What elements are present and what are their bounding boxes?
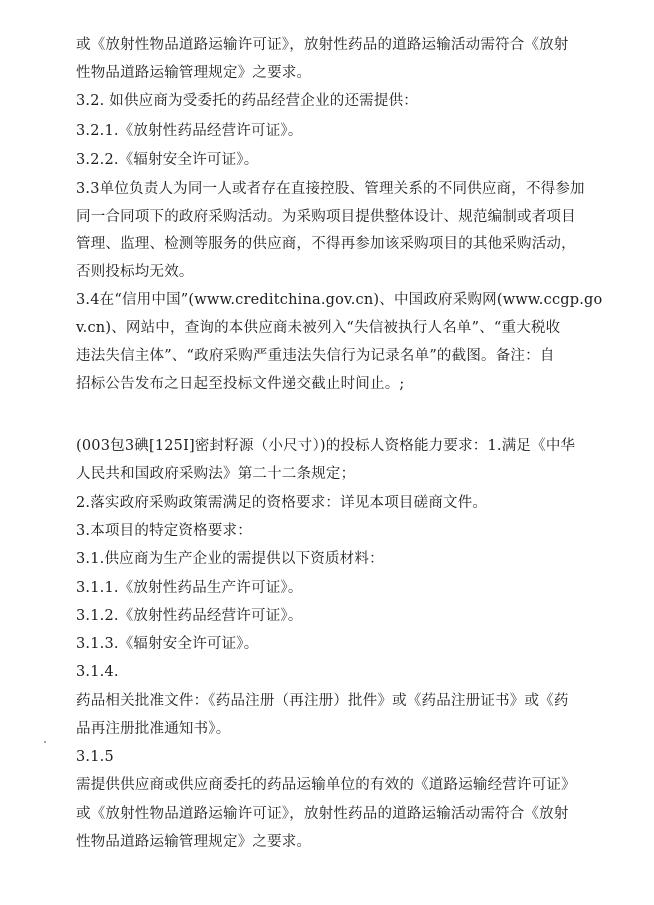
- text-line: 2.落实政府采购政策需满足的资格要求：详见本项目磋商文件。: [76, 495, 488, 511]
- text-line: (003包3碘[125I]密封籽源（小尺寸）)的投标人资格能力要求：1.满足《中华: [76, 438, 576, 454]
- text-line: 3.2.1.《放射性药品经营许可证》。: [76, 123, 303, 139]
- text-line: 管理、监理、检测等服务的供应商，不得再参加该采购项目的其他采购活动，: [76, 236, 576, 252]
- text-line: 或《放射性物品道路运输许可证》，放射性药品的道路运输活动需符合《放射: [76, 37, 569, 53]
- text-line: 3.1.5: [76, 749, 114, 765]
- text-line: 3.1.3.《辐射安全许可证》。: [76, 636, 259, 652]
- text-line: 3.本项目的特定资格要求：: [76, 523, 252, 539]
- text-line: 性物品道路运输管理规定》之要求。: [76, 834, 312, 850]
- text-line: 招标公告发布之日起至投标文件递交截止时间止。;: [76, 376, 405, 392]
- text-line: 或《放射性物品道路运输许可证》，放射性药品的道路运输活动需符合《放射: [76, 806, 569, 822]
- text-line: 3.1.1.《放射性药品生产许可证》。: [76, 580, 303, 596]
- text-line: 人民共和国政府采购法》第二十二条规定；: [76, 466, 356, 482]
- text-line: 3.2.2.《辐射安全许可证》。: [76, 152, 259, 168]
- text-line: 性物品道路运输管理规定》之要求。: [76, 65, 312, 81]
- text-line: 需提供供应商或供应商委托的药品运输单位的有效的《道路运输经营许可证》: [76, 777, 576, 793]
- text-line: 3.1.供应商为生产企业的需提供以下资质材料：: [76, 551, 384, 567]
- scan-speck: [44, 741, 46, 743]
- text-line: 品再注册批准通知书》。: [76, 721, 231, 737]
- text-line: 违法失信主体”、“政府采购严重违法失信行为记录名单”的截图。备注：自: [76, 348, 555, 364]
- text-line: 3.2. 如供应商为受委托的药品经营企业的还需提供：: [76, 93, 418, 109]
- text-line: 3.1.2.《放射性药品经营许可证》。: [76, 608, 303, 624]
- text-line: 同一合同项下的政府采购活动。为采购项目提供整体设计、规范编制或者项目: [76, 209, 576, 225]
- text-line: 3.3单位负责人为同一人或者存在直接控股、管理关系的不同供应商，不得参加: [76, 181, 585, 197]
- text-line: 药品相关批准文件：《药品注册（再注册）批件》或《药品注册证书》或《药: [76, 693, 569, 709]
- text-line: v.cn)、网站中，查询的本供应商未被列入“失信被执行人名单”、“重大税收: [76, 320, 561, 336]
- text-line: 否则投标均无效。: [76, 264, 194, 280]
- text-line: 3.1.4.: [76, 664, 119, 680]
- text-line: 3.4在“信用中国”(www.creditchina.gov.cn)、中国政府采购网(www.ccgp.go: [76, 292, 603, 308]
